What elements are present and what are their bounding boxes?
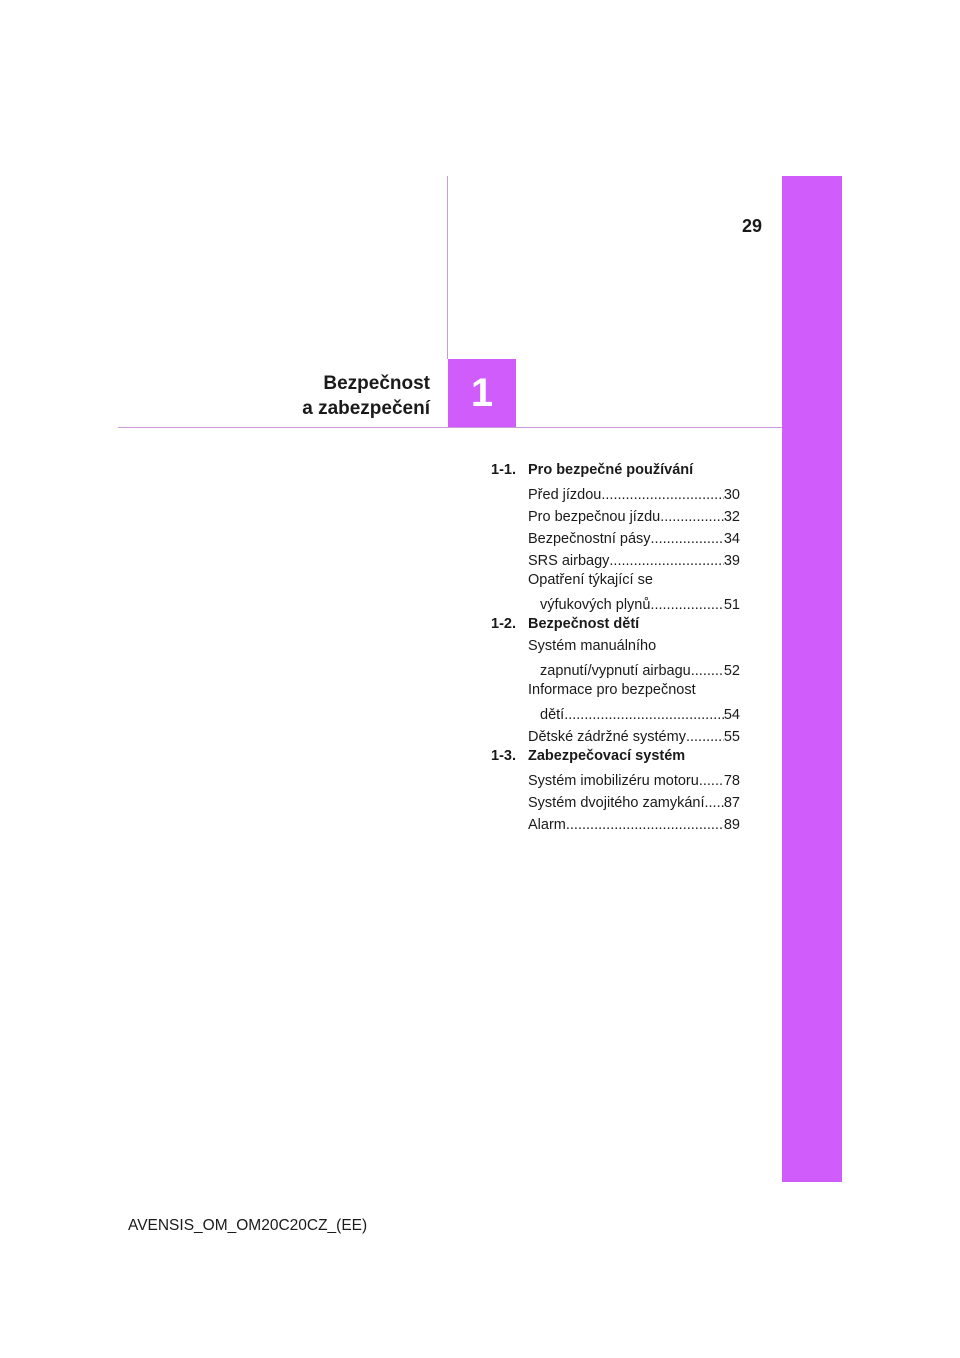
toc-section[interactable]	[491, 613, 740, 635]
leader-dots	[650, 597, 723, 613]
page-number: 29	[742, 216, 763, 236]
entry-label: Před jízdou	[528, 487, 602, 503]
leader-dots	[566, 817, 724, 833]
entry-label: dětí	[540, 707, 565, 723]
section-number: 1-1.	[491, 462, 516, 478]
section-title: Bezpečnost dětí	[528, 616, 640, 632]
entry-page: 39	[723, 553, 740, 569]
leader-dots	[564, 707, 724, 723]
entry-page: 54	[723, 707, 740, 723]
chapter-number-box	[448, 359, 516, 427]
entry-label: výfukových plynů	[540, 597, 651, 613]
toc-entry[interactable]	[491, 591, 740, 613]
chapter-title	[302, 371, 430, 421]
leader-dots	[691, 663, 724, 679]
entry-label: Systém imobilizéru motoru	[528, 773, 699, 789]
entry-page: 34	[723, 531, 740, 547]
leader-dots	[609, 553, 723, 569]
entry-page: 32	[723, 509, 740, 525]
entry-label: Pro bezpečnou jízdu	[528, 509, 661, 525]
chapter-title-line1: Bezpečnost	[323, 373, 430, 394]
entry-label: Dětské zádržné systémy	[528, 729, 686, 745]
toc-entry[interactable]	[491, 481, 740, 503]
chapter-tab-bar	[782, 176, 842, 1182]
leader-dots	[699, 773, 724, 789]
toc-entry-line1[interactable]: Opatření týkající se	[528, 572, 653, 588]
toc-entry[interactable]	[491, 723, 740, 745]
toc-section[interactable]	[491, 459, 740, 481]
horizontal-rule	[118, 427, 782, 428]
entry-page: 30	[723, 487, 740, 503]
leader-dots	[601, 487, 724, 503]
toc-entry[interactable]	[491, 657, 740, 679]
entry-label: zapnutí/vypnutí airbagu	[540, 663, 691, 679]
section-number: 1-3.	[491, 748, 516, 764]
leader-dots	[651, 531, 724, 547]
toc-entry[interactable]	[491, 767, 740, 789]
section-title: Zabezpečovací systém	[528, 748, 686, 764]
entry-page: 89	[723, 817, 740, 833]
entry-label: SRS airbagy	[528, 553, 610, 569]
toc-entry[interactable]	[491, 811, 740, 833]
chapter-title-line2: a zabezpečení	[302, 398, 430, 419]
entry-label: Systém dvojitého zamykání	[528, 795, 705, 811]
toc-entry[interactable]	[491, 525, 740, 547]
toc-entry[interactable]	[491, 701, 740, 723]
toc-entry-line1[interactable]: Informace pro bezpečnost	[528, 682, 696, 698]
toc-entry[interactable]	[491, 547, 740, 569]
section-title: Pro bezpečné používání	[528, 462, 694, 478]
table-of-contents	[491, 459, 740, 833]
entry-page: 87	[723, 795, 740, 811]
entry-page: 78	[723, 773, 740, 789]
leader-dots	[705, 795, 724, 811]
toc-section[interactable]	[491, 745, 740, 767]
toc-entry-line1[interactable]: Systém manuálního	[528, 638, 657, 654]
entry-label: Bezpečnostní pásy	[528, 531, 651, 547]
entry-page: 51	[723, 597, 740, 613]
vertical-rule	[447, 176, 448, 359]
chapter-number: 1	[470, 370, 494, 415]
toc-entry[interactable]	[491, 789, 740, 811]
section-number: 1-2.	[491, 616, 516, 632]
leader-dots	[686, 729, 724, 745]
leader-dots	[660, 509, 724, 525]
entry-page: 55	[723, 729, 740, 745]
entry-label: Alarm	[528, 817, 566, 833]
toc-entry[interactable]	[491, 503, 740, 525]
document-code-footer: AVENSIS_OM_OM20C20CZ_(EE)	[128, 1217, 368, 1234]
entry-page: 52	[723, 663, 740, 679]
